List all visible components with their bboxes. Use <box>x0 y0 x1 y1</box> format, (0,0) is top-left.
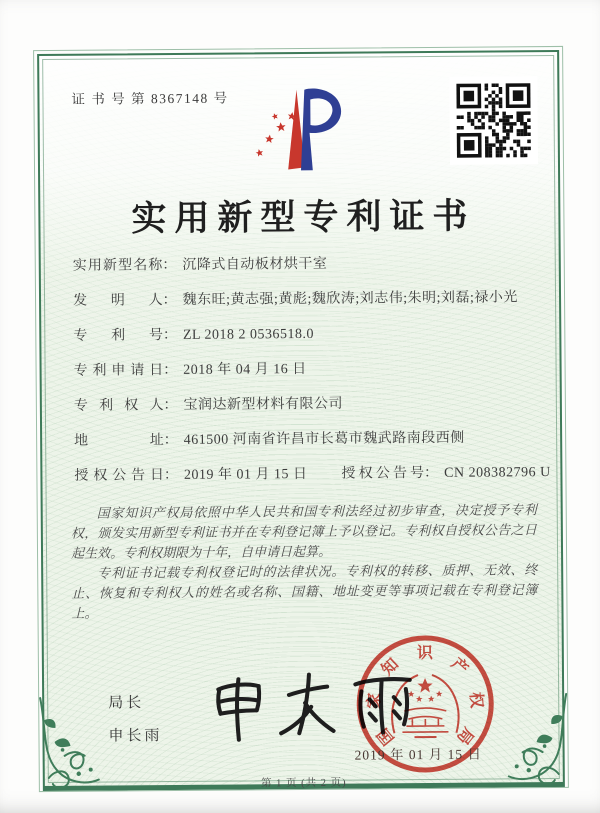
director-title: 局长 <box>108 695 145 712</box>
field-application-date: 专利申请日： 2018 年 04 月 16 日 <box>74 357 534 382</box>
field-utility-model-name: 实用新型名称： 沉降式自动板材烘干室 <box>73 252 533 277</box>
field-value: CN 208382796 U <box>444 465 551 481</box>
certificate <box>37 50 565 791</box>
field-grant-date: 授权公告日： 2019 年 01 月 15 日 <box>74 467 307 484</box>
qr-code <box>449 76 538 165</box>
field-address: 地址： 461500 河南省许昌市长葛市魏武路南段西侧 <box>74 427 534 452</box>
field-inventors: 发明人： 魏东旺;黄志强;黄彪;魏欣涛;刘志伟;朱明;刘磊;禄小光 <box>73 287 533 312</box>
field-label: 专利号 <box>73 328 163 344</box>
field-value: ZL 2018 2 0536518.0 <box>182 326 315 343</box>
seal-char: 识 <box>416 644 433 663</box>
field-label: 专利申请日 <box>73 363 164 379</box>
field-value: 宝润达新型材料有限公司 <box>183 396 344 413</box>
field-label: 实用新型名称 <box>72 258 163 274</box>
field-label: 授权公告日 <box>74 468 165 484</box>
field-value: 2019 年 01 月 15 日 <box>183 466 308 483</box>
field-value: 2018 年 04 月 16 日 <box>183 361 307 378</box>
field-patentee: 专利权人： 宝润达新型材料有限公司 <box>74 392 534 417</box>
field-label: 专利权人 <box>73 398 164 414</box>
seal-char: 国 <box>374 724 398 748</box>
national-emblem-icon <box>392 675 459 738</box>
certificate-title: 实用新型专利证书 <box>131 196 476 239</box>
legal-paragraph-2: 专利证书记载专利权登记时的法律状况。专利权的转移、质押、无效、终止、恢复和专利权人的姓名或名称、国籍、地址变更等事项记载在专利登记簿上。 <box>71 562 538 621</box>
legal-text <box>71 500 538 624</box>
field-value: 461500 河南省许昌市长葛市魏武路南段西侧 <box>183 430 465 448</box>
field-grant-announcement <box>74 462 551 487</box>
seal-char: 权 <box>466 691 485 709</box>
field-label: 授权公告号 <box>341 466 425 482</box>
director-name: 申长雨 <box>108 728 163 745</box>
seal-char: 产 <box>447 655 472 679</box>
field-grant-number: 授权公告号： CN 208382796 U <box>341 465 550 482</box>
field-label: 发明人 <box>72 293 163 309</box>
seal-char: 家 <box>365 692 384 710</box>
field-list <box>72 252 551 501</box>
field-value: 沉降式自动板材烘干室 <box>182 256 328 273</box>
field-value: 魏东旺;黄志强;黄彪;魏欣涛;刘志伟;朱明;刘磊;禄小光 <box>182 290 518 308</box>
page-number: 第 1 页 (共 2 页) <box>260 777 347 790</box>
director-block <box>108 687 163 753</box>
seal-date: 2019 年 01 月 15 日 <box>354 746 483 763</box>
seal-char: 知 <box>378 655 403 680</box>
seal-char: 局 <box>453 723 477 748</box>
field-label: 地址 <box>74 433 164 449</box>
legal-paragraph-1: 国家知识产权局依照中华人民共和国专利法经过初步审查，决定授予专利权，颁发实用新型专利证书并在专利登记簿上予以登记。专利权自授权公告之日起生效。专利权期限为十年，自申请日起算。 <box>70 502 537 561</box>
certificate-number: 证 书 号 第 8367148 号 <box>71 90 229 107</box>
cnipa-patent-logo-icon <box>239 80 358 187</box>
field-patent-number: 专利号： ZL 2018 2 0536518.0 <box>73 322 533 347</box>
